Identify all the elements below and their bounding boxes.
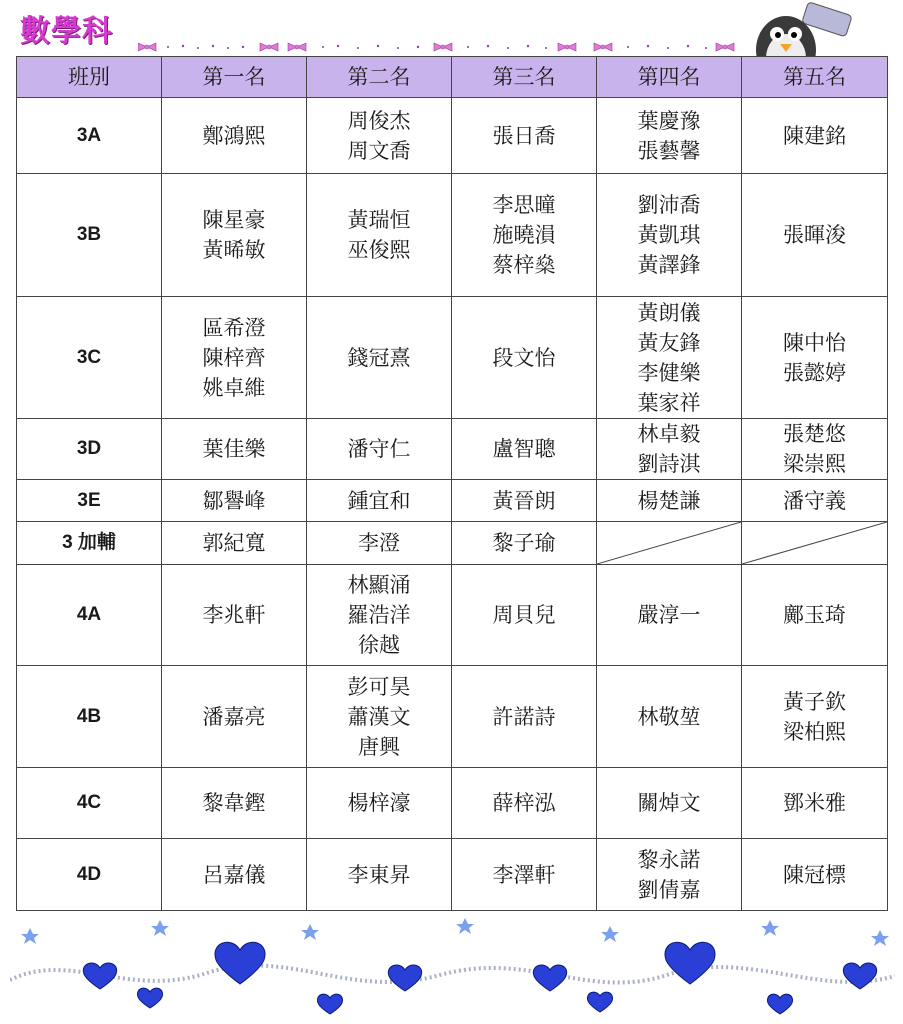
rank-3-cell [452, 839, 597, 911]
rank-3-cell [452, 522, 597, 565]
class-cell: 4C [17, 768, 162, 839]
rank-2-cell [307, 839, 452, 911]
rank-1-cell [162, 839, 307, 911]
student-name: 巫俊熙 [347, 238, 411, 262]
rank-2-cell [307, 666, 452, 768]
student-name: 嚴淳一 [637, 603, 701, 627]
rank-1-cell [162, 98, 307, 174]
empty-cell [742, 522, 888, 565]
rank-5-cell [742, 98, 888, 174]
student-name: 陳中怡 [783, 330, 846, 355]
student-name: 劉沛喬 [637, 193, 701, 217]
student-name: 黃瑞恒 [347, 208, 411, 232]
student-name: 潘守仁 [347, 437, 411, 461]
student-name: 區希澄 [202, 315, 266, 340]
table-row [17, 565, 888, 666]
student-name: 姚卓維 [202, 375, 266, 400]
rank-4-cell [597, 98, 742, 174]
rank-4-cell [597, 565, 742, 666]
rank-3-cell [452, 768, 597, 839]
header-first: 第一名 [162, 57, 307, 98]
rank-3-cell [452, 174, 597, 297]
student-name: 施曉溳 [492, 223, 556, 247]
student-name: 黃晞敏 [202, 238, 266, 262]
student-name: 黃子欽 [783, 689, 846, 714]
rank-2-cell [307, 174, 452, 297]
student-name: 關焯文 [637, 791, 701, 815]
table-row [17, 297, 888, 419]
rank-3-cell [452, 297, 597, 419]
header-row [17, 57, 888, 98]
rank-1-cell [162, 480, 307, 522]
rank-4-cell [597, 839, 742, 911]
student-name: 黎韋鏗 [202, 791, 266, 815]
table-row [17, 98, 888, 174]
rank-2-cell [307, 565, 452, 666]
rank-1-cell [162, 666, 307, 768]
rank-5-cell [742, 297, 888, 419]
student-name: 張日喬 [492, 123, 556, 148]
rank-3-cell [452, 98, 597, 174]
student-name: 張楚悠 [783, 422, 846, 446]
student-name: 張藝馨 [637, 138, 701, 163]
student-name: 潘嘉亮 [202, 704, 266, 729]
rank-3-cell [452, 666, 597, 768]
rank-2-cell [307, 522, 452, 565]
student-name: 彭可昊 [347, 674, 411, 699]
header-third: 第三名 [452, 57, 597, 98]
rank-5-cell [742, 480, 888, 522]
rank-2-cell [307, 419, 452, 480]
student-name: 羅浩洋 [347, 603, 411, 627]
student-name: 黃晉朗 [492, 488, 556, 513]
student-name: 陳冠標 [783, 862, 846, 887]
student-name: 盧智聰 [492, 437, 556, 461]
class-cell: 3 加輔 [17, 522, 162, 565]
student-name: 李澄 [358, 531, 400, 555]
rank-1-cell [162, 565, 307, 666]
class-cell: 3E [17, 480, 162, 522]
class-cell: 4B [17, 666, 162, 768]
diagonal-line [742, 522, 887, 564]
rank-1-cell [162, 768, 307, 839]
student-name: 林顯涌 [347, 573, 411, 597]
student-name: 劉倩嘉 [637, 877, 701, 902]
student-name: 林卓毅 [637, 422, 701, 446]
student-name: 黃朗儀 [637, 300, 701, 325]
header-second: 第二名 [307, 57, 452, 98]
table-row [17, 768, 888, 839]
class-cell: 3D [17, 419, 162, 480]
rank-4-cell [597, 666, 742, 768]
rank-4-cell [597, 174, 742, 297]
student-name: 鄭鴻熙 [202, 123, 266, 148]
rank-1-cell [162, 297, 307, 419]
student-name: 李思曈 [492, 193, 556, 217]
rank-5-cell [742, 419, 888, 480]
student-name: 鄺玉琦 [783, 603, 846, 627]
student-name: 蔡梓燊 [492, 253, 556, 277]
diagonal-line [597, 522, 741, 564]
rank-5-cell [742, 768, 888, 839]
rank-4-cell [597, 297, 742, 419]
student-name: 潘守義 [783, 488, 846, 513]
student-name: 唐興 [358, 734, 400, 759]
student-name: 許諾詩 [492, 704, 556, 729]
rank-3-cell [452, 480, 597, 522]
student-name: 葉慶豫 [637, 108, 701, 133]
student-name: 薛梓泓 [492, 791, 556, 815]
rank-2-cell [307, 98, 452, 174]
rank-2-cell [307, 480, 452, 522]
student-name: 黃凱琪 [637, 223, 701, 247]
table-row [17, 480, 888, 522]
rank-4-cell [597, 480, 742, 522]
rank-2-cell [307, 297, 452, 419]
class-cell: 4D [17, 839, 162, 911]
student-name: 林敬堃 [637, 704, 701, 729]
ranking-table [16, 56, 888, 911]
bow-ribbon-icon [138, 40, 738, 54]
student-name: 李健樂 [637, 360, 701, 385]
empty-cell [597, 522, 742, 565]
student-name: 葉家祥 [637, 390, 701, 415]
rank-1-cell [162, 522, 307, 565]
heart-chain-icon [10, 910, 895, 1020]
student-name: 蕭漢文 [347, 704, 411, 729]
rank-2-cell [307, 768, 452, 839]
rank-1-cell [162, 174, 307, 297]
student-name: 黎子瑜 [492, 531, 556, 555]
student-name: 鄒譽峰 [202, 488, 266, 513]
student-name: 李東昇 [347, 862, 411, 887]
student-name: 呂嘉儀 [202, 862, 266, 887]
student-name: 張懿婷 [783, 360, 846, 385]
rank-5-cell [742, 839, 888, 911]
student-name: 李澤軒 [492, 862, 556, 887]
table-row [17, 419, 888, 480]
student-name: 周貝兒 [492, 603, 556, 627]
rank-4-cell [597, 419, 742, 480]
student-name: 段文怡 [492, 345, 556, 370]
student-name: 黎永諾 [637, 847, 701, 872]
class-cell: 3C [17, 297, 162, 419]
class-cell: 3B [17, 174, 162, 297]
rank-1-cell [162, 419, 307, 480]
student-name: 梁崇熙 [783, 452, 846, 476]
student-name: 黃友鋒 [637, 330, 701, 355]
student-name: 錢冠熹 [347, 345, 411, 370]
student-name: 楊楚謙 [637, 488, 701, 513]
header-class: 班別 [17, 57, 162, 98]
table-row [17, 839, 888, 911]
table-row [17, 522, 888, 565]
rank-5-cell [742, 666, 888, 768]
class-cell: 4A [17, 565, 162, 666]
header-fourth: 第四名 [597, 57, 742, 98]
rank-3-cell [452, 565, 597, 666]
student-name: 陳星豪 [202, 208, 266, 232]
student-name: 張暉浚 [783, 223, 846, 247]
student-name: 鍾宜和 [347, 488, 411, 513]
student-name: 李兆軒 [202, 603, 266, 627]
student-name: 周俊杰 [347, 108, 411, 133]
student-name: 郭紀寬 [202, 531, 266, 555]
student-name: 葉佳樂 [202, 437, 266, 461]
table-row [17, 666, 888, 768]
rank-5-cell [742, 174, 888, 297]
rank-3-cell [452, 419, 597, 480]
student-name: 陳建銘 [783, 123, 846, 148]
student-name: 黃譯鋒 [637, 253, 701, 277]
student-name: 楊梓濠 [347, 791, 411, 815]
table-row [17, 174, 888, 297]
student-name: 劉詩淇 [637, 452, 701, 476]
rank-4-cell [597, 768, 742, 839]
page-title: 數學科 [20, 14, 113, 49]
student-name: 陳梓齊 [202, 345, 266, 370]
student-name: 鄧米雅 [783, 791, 846, 815]
student-name: 徐越 [358, 633, 400, 657]
student-name: 周文喬 [347, 138, 411, 163]
student-name: 梁柏熙 [783, 719, 846, 744]
rank-5-cell [742, 565, 888, 666]
class-cell: 3A [17, 98, 162, 174]
header-fifth: 第五名 [742, 57, 888, 98]
